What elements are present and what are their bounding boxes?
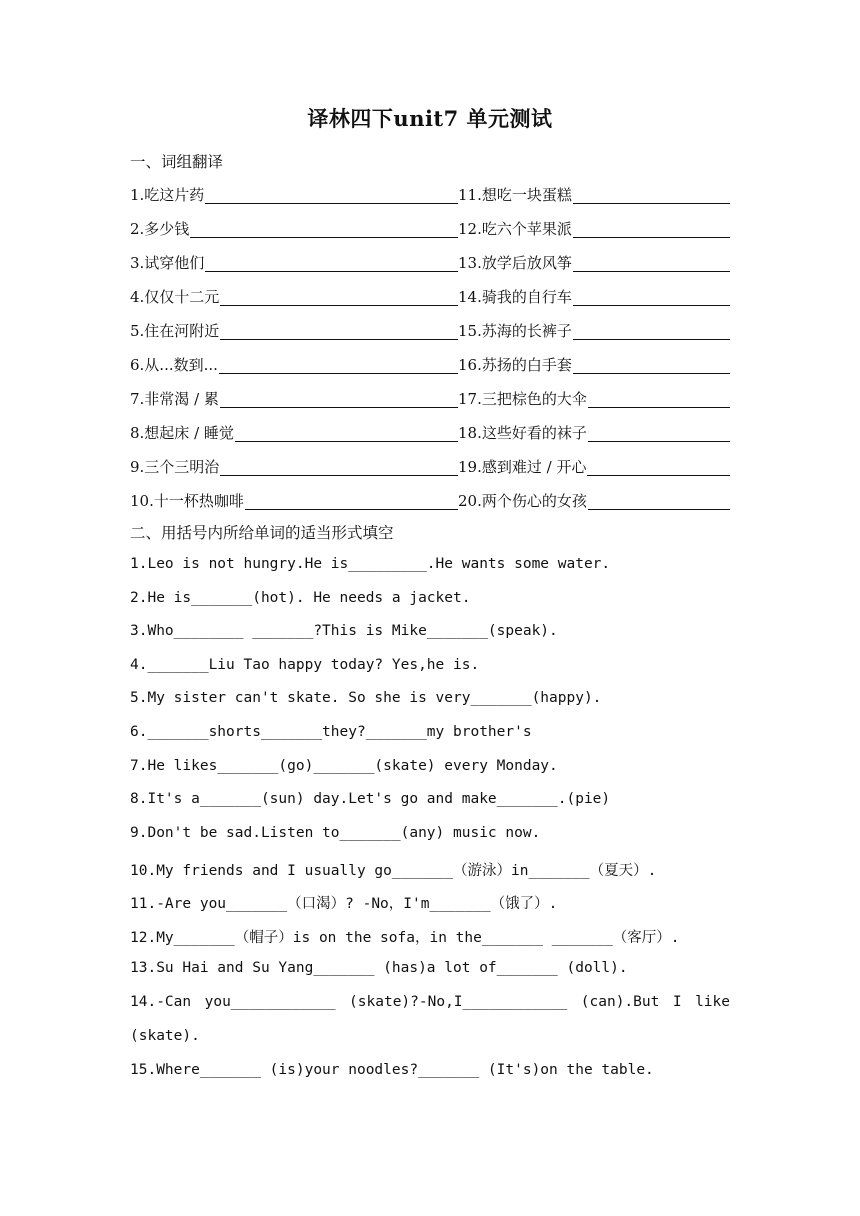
vocab-item: [458, 450, 730, 476]
vocab-prompt: 1.吃这片药: [130, 186, 205, 204]
vocab-prompt: 19.感到难过 / 开心: [458, 458, 587, 476]
vocab-item: [458, 484, 730, 510]
question-line: 14.-Can you____________ (skate)?-No,I____________ (can).But I like (skate).: [130, 994, 730, 1044]
vocab-prompt: 11.想吃一块蛋糕: [458, 186, 572, 204]
vocab-row: [130, 314, 730, 340]
vocab-row: [130, 178, 730, 204]
question-line: 13.Su Hai and Su Yang_______ (has)a lot of_______ (doll).: [130, 960, 628, 976]
answer-blank[interactable]: [220, 387, 458, 408]
vocab-row: [130, 246, 730, 272]
answer-blank[interactable]: [588, 421, 730, 442]
vocab-item: [458, 348, 730, 374]
answer-blank[interactable]: [573, 217, 730, 238]
vocab-prompt: 2.多少钱: [130, 220, 190, 238]
vocab-item: [458, 314, 730, 340]
vocab-item: [130, 416, 458, 442]
answer-blank[interactable]: [587, 455, 730, 476]
vocab-row: [130, 212, 730, 238]
question-line: 3.Who________ _______?This is Mike_______(speak).: [130, 623, 558, 639]
question-line: 8.It's a_______(sun) day.Let's go and make_______.(pie): [130, 791, 611, 807]
vocab-item: [130, 280, 458, 306]
answer-blank[interactable]: [205, 183, 458, 204]
question-line: 9.Don't be sad.Listen to_______(any) music now.: [130, 825, 541, 841]
vocab-row: [130, 484, 730, 510]
section-1-heading: 一、词组翻译: [130, 153, 224, 171]
vocab-item: [458, 246, 730, 272]
answer-blank[interactable]: [245, 489, 458, 510]
vocab-item: [130, 348, 458, 374]
vocab-item: [458, 416, 730, 442]
vocab-item: [458, 178, 730, 204]
vocab-prompt: 10.十一杯热咖啡: [130, 492, 244, 510]
answer-blank[interactable]: [220, 455, 458, 476]
vocab-row: [130, 450, 730, 476]
vocab-row: [130, 280, 730, 306]
vocab-prompt: 3.试穿他们: [130, 254, 205, 272]
vocab-item: [130, 212, 458, 238]
vocab-prompt: 15.苏海的长裤子: [458, 322, 572, 340]
vocab-item: [130, 246, 458, 272]
answer-blank[interactable]: [235, 421, 458, 442]
vocab-item: [130, 382, 458, 408]
question-line: 5.My sister can't skate. So she is very_______(happy).: [130, 690, 602, 706]
answer-blank[interactable]: [573, 183, 730, 204]
vocab-item: [458, 382, 730, 408]
question-line: 15.Where_______ (is)your noodles?_______ (It's)on the table.: [130, 1062, 654, 1078]
vocab-row: [130, 348, 730, 374]
question-line: 12.My_______（帽子）is on the sofa，in the_______ _______（客厅）.: [130, 930, 680, 946]
answer-blank[interactable]: [220, 285, 458, 306]
answer-blank[interactable]: [573, 353, 730, 374]
answer-blank[interactable]: [219, 353, 458, 374]
page-title: 译林四下unit7 单元测试: [307, 106, 553, 131]
question-line: 10.My friends and I usually go_______（游泳）in_______（夏天）.: [130, 863, 657, 879]
vocab-prompt: 16.苏扬的白手套: [458, 356, 572, 374]
vocab-row: [130, 416, 730, 442]
vocab-item: [458, 280, 730, 306]
question-line: 1.Leo is not hungry.He is_________.He wants some water.: [130, 556, 611, 572]
vocab-item: [130, 484, 458, 510]
vocab-prompt: 12.吃六个苹果派: [458, 220, 572, 238]
vocab-prompt: 14.骑我的自行车: [458, 288, 572, 306]
question-line: 11.-Are you_______（口渴）? -No，I'm_______（饿了）.: [130, 896, 558, 912]
vocab-prompt: 5.住在河附近: [130, 322, 220, 340]
vocab-prompt: 18.这些好看的袜子: [458, 424, 587, 442]
vocab-item: [458, 212, 730, 238]
question-line: 6._______shorts_______they?_______my brother's: [130, 724, 532, 740]
answer-blank[interactable]: [588, 387, 730, 408]
answer-blank[interactable]: [220, 319, 458, 340]
vocab-row: [130, 382, 730, 408]
vocab-prompt: 7.非常渴 / 累: [130, 390, 219, 408]
vocab-item: [130, 314, 458, 340]
answer-blank[interactable]: [573, 319, 730, 340]
vocab-item: [130, 178, 458, 204]
vocab-prompt: 20.两个伤心的女孩: [458, 492, 587, 510]
vocab-prompt: 6.从...数到...: [130, 356, 218, 374]
answer-blank[interactable]: [190, 217, 458, 238]
vocab-prompt: 8.想起床 / 睡觉: [130, 424, 234, 442]
vocab-prompt: 17.三把棕色的大伞: [458, 390, 587, 408]
vocab-item: [130, 450, 458, 476]
question-line: 7.He likes_______(go)_______(skate) every Monday.: [130, 758, 558, 774]
answer-blank[interactable]: [573, 251, 730, 272]
vocab-prompt: 4.仅仅十二元: [130, 288, 220, 306]
question-line: 4._______Liu Tao happy today? Yes,he is.: [130, 657, 480, 673]
vocab-prompt: 9.三个三明治: [130, 458, 220, 476]
section-2-heading: 二、用括号内所给单词的适当形式填空: [130, 524, 394, 542]
vocab-prompt: 13.放学后放风筝: [458, 254, 572, 272]
question-line: 2.He is_______(hot). He needs a jacket.: [130, 590, 471, 606]
answer-blank[interactable]: [205, 251, 458, 272]
answer-blank[interactable]: [588, 489, 730, 510]
answer-blank[interactable]: [573, 285, 730, 306]
